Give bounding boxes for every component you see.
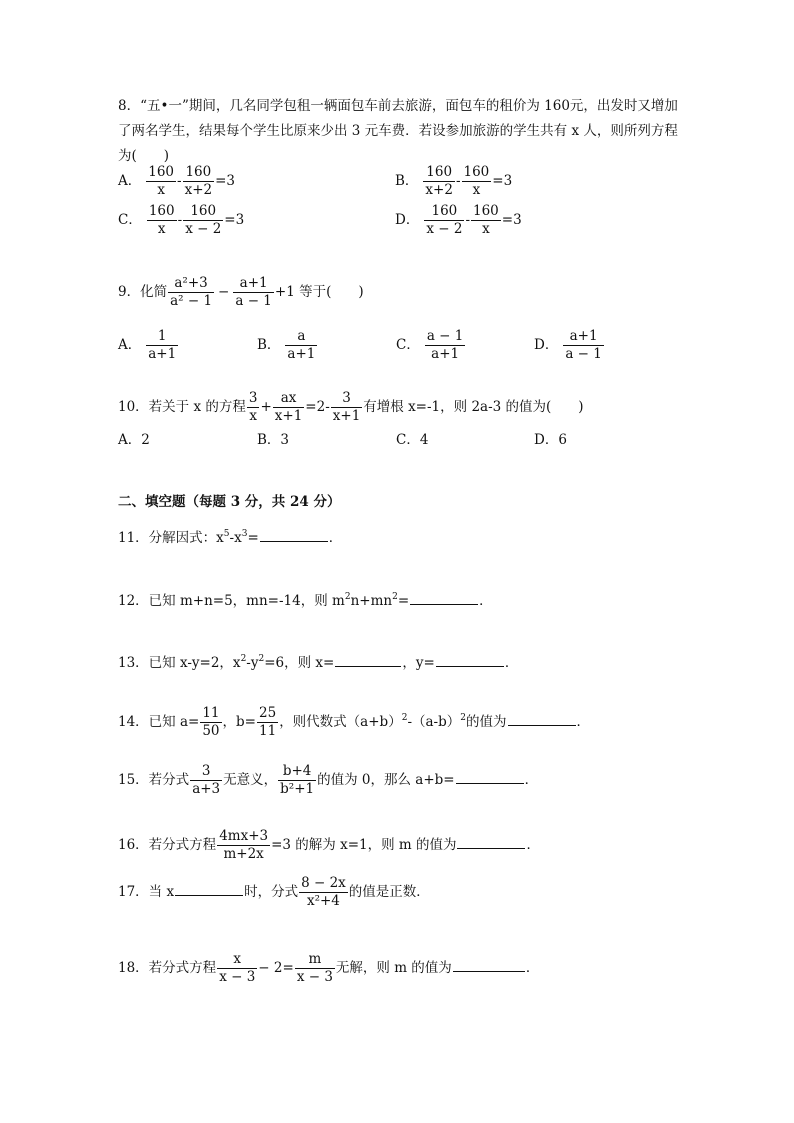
answer-blank[interactable]: [260, 527, 328, 542]
fraction: $\frac{160}{x - 2}$: [426, 203, 463, 237]
q9-option-c[interactable]: C． $\frac{a - 1}{a+1}$: [396, 328, 464, 362]
fraction: $\frac{1}{a+1}$: [148, 328, 177, 362]
answer-blank[interactable]: [457, 834, 525, 849]
fraction: $\frac{x}{x - 3}$: [219, 951, 256, 985]
answer-blank-y[interactable]: [436, 652, 504, 667]
fraction: $\frac{11}{50}$: [202, 705, 220, 739]
fraction: $\frac{160}{x}$: [473, 203, 499, 237]
answer-blank[interactable]: [456, 769, 524, 784]
fraction: $\frac{a+1}{a - 1}$: [565, 328, 602, 362]
q8-option-d[interactable]: D． $\frac{160}{x - 2}$ - $\frac{160}{x}$ =3: [395, 203, 522, 237]
q9-option-d[interactable]: D． $\frac{a+1}{a - 1}$: [534, 328, 602, 362]
q10-option-c[interactable]: C．4: [396, 432, 429, 448]
q17: 17．当 x 时，分式 $\frac{8 - 2x}{\text{x²+4}}$ 的值是正数．: [118, 875, 430, 909]
q9-option-a[interactable]: A． $\frac{1}{a+1}$: [118, 328, 177, 362]
fraction: $\frac{25}{11}$: [259, 705, 277, 739]
q10-option-b[interactable]: B．3: [257, 432, 290, 448]
q11: 11．分解因式：$x^5-x^3=$ ．: [118, 529, 343, 546]
q15: 15．若分式 $\frac{3}{a+3}$ 无意义， $\frac{b+4}{\text{b²+1}}$ 的值为 0，那么 a+b= ．: [118, 763, 539, 797]
section-title: 二、填空题（每题 3 分，共 24 分）: [118, 494, 341, 510]
q10-stem: 10．若关于 x 的方程 $\frac{3}{x}$ + $\frac{ax}{x+1}$ =2- $\frac{3}{x+1}$ 有增根 x=-1，则 2a-3 的值为( ): [118, 390, 584, 424]
fraction: $\frac{4mx+3}{m+2x}$: [219, 828, 269, 862]
fraction: $\frac{3}{x+1}$: [332, 390, 361, 424]
q8-option-a[interactable]: A． $\frac{160}{x}$ - $\frac{160}{x+2}$ =3: [118, 164, 236, 198]
answer-blank[interactable]: [175, 881, 243, 896]
q9-option-b[interactable]: B． $\frac{a}{a+1}$: [257, 328, 316, 362]
q12: 12．已知 m+n=5，mn=-14，则 $m^2n+mn^2=$ ．: [118, 592, 493, 609]
q13: 13．已知 x-y=2，$x^2-y^2=6$，则 x= ，y= ．: [118, 654, 519, 671]
fraction: $\frac{a}{a+1}$: [287, 328, 316, 362]
fraction: $\frac{160}{x}$: [148, 164, 175, 198]
q8-option-b[interactable]: B． $\frac{160}{x+2}$ - $\frac{160}{x}$ =3: [395, 164, 513, 198]
q10-option-a[interactable]: A．2: [118, 432, 150, 448]
fraction: $\frac{3}{a+3}$: [192, 763, 221, 797]
q18: 18．若分式方程 $\frac{x}{x - 3}$ − 2= $\frac{m}{x - 3}$ 无解，则 m 的值为 ．: [118, 951, 540, 985]
fraction: $\frac{\text{a²+3}}{\text{a² − 1}}$: [170, 275, 213, 309]
fraction: $\frac{a - 1}{a+1}$: [426, 328, 464, 362]
fraction: $\frac{160}{x - 2}$: [185, 203, 222, 237]
fraction: $\frac{160}{x+2}$: [184, 164, 213, 198]
fraction: $\frac{ax}{x+1}$: [274, 390, 303, 424]
q10-option-d[interactable]: D．6: [534, 432, 567, 448]
answer-blank[interactable]: [410, 590, 478, 605]
fraction: $\frac{a+1}{a - 1}$: [235, 275, 272, 309]
fraction: $\frac{160}{x}$: [148, 203, 175, 237]
answer-blank[interactable]: [508, 711, 576, 726]
fraction: $\frac{8 - 2x}{\text{x²+4}}$: [301, 875, 346, 909]
q8-option-c[interactable]: C． $\frac{160}{x}$ - $\frac{160}{x - 2}$ =3: [118, 203, 245, 237]
q8-stem: 8．“五•一”期间，几名同学包租一辆面包车前去旅游，面包车的租价为 160元，出发时又增加了两名学生，结果每个学生比原来少出 3 元车费．若设参加旅游的学生共有 x 人，则所列方程为( ): [118, 98, 678, 164]
fraction: $\frac{m}{x - 3}$: [296, 951, 333, 985]
q9-stem: 9．化简 $\frac{\text{a²+3}}{\text{a² − 1}}$ − $\frac{a+1}{a - 1}$ +1 等于( ): [118, 275, 364, 309]
q14: 14．已知 a= $\frac{11}{50}$ ，b= $\frac{25}{11}$ ，则代数式$(a+b)^2-(a-b)^2$的值为 ．: [118, 705, 590, 739]
fraction: $\frac{160}{x+2}$: [425, 164, 453, 198]
answer-blank[interactable]: [453, 957, 525, 972]
answer-blank-x[interactable]: [335, 652, 401, 667]
q16: 16．若分式方程 $\frac{4mx+3}{m+2x}$ =3 的解为 x=1，则 m 的值为 ．: [118, 828, 540, 862]
fraction: $\frac{3}{x}$: [248, 390, 258, 424]
fraction: $\frac{160}{x}$: [463, 164, 490, 198]
fraction: $\frac{b+4}{\text{b²+1}}$: [280, 763, 315, 797]
